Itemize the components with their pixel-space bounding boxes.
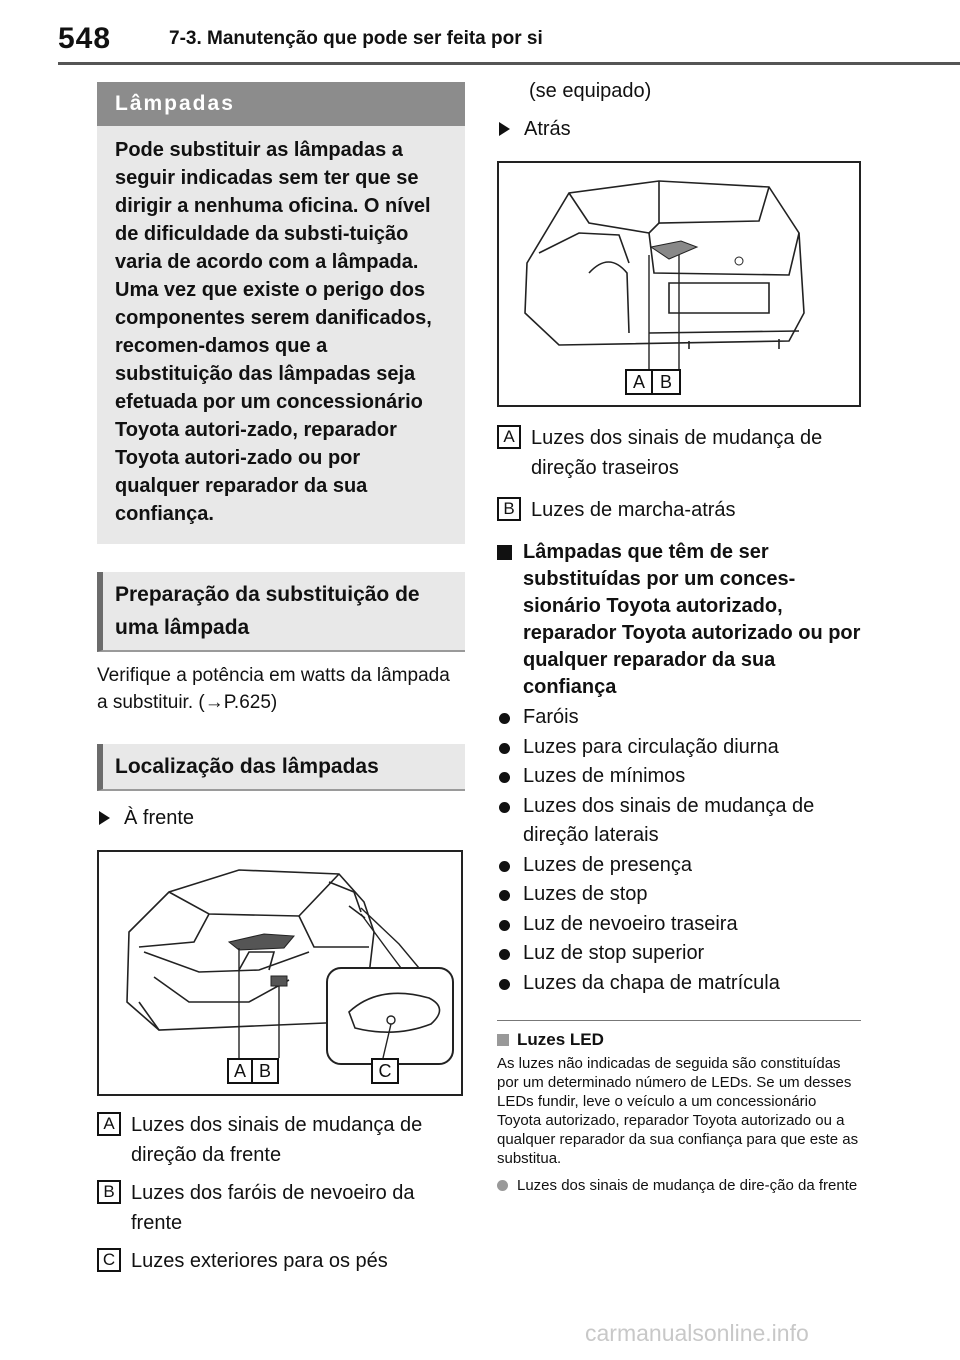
list-item-text: Faróis bbox=[523, 706, 579, 728]
rear-label: Atrás bbox=[524, 118, 571, 140]
led-heading bbox=[497, 1029, 861, 1051]
front-legend bbox=[97, 1110, 465, 1276]
list-item bbox=[497, 851, 861, 881]
legend-key: B bbox=[497, 497, 521, 521]
led-text: As luzes não indicadas de seguida são constituídas por um determinado número de LEDs. Se um desses LEDs fundir, leve o veículo a um concessionário Toyota autorizado, reparador Toyota autorizado ou a qualquer reparador da sua confiança para que este as substitua. bbox=[497, 1055, 859, 1167]
figure-label-c: C bbox=[371, 1058, 399, 1084]
bullet-dot-icon bbox=[499, 920, 510, 931]
legend-key: A bbox=[497, 425, 521, 449]
preparacao-text: Verifique a potência em watts da lâmpada a substituir. (→P.625) bbox=[97, 665, 450, 713]
bullet-dot-icon bbox=[499, 802, 510, 813]
list-item bbox=[497, 703, 861, 733]
legend-text: Luzes dos sinais de mudança de direção da frente bbox=[131, 1114, 423, 1166]
intro-box bbox=[97, 126, 465, 544]
right-column bbox=[497, 76, 861, 1195]
list-item bbox=[497, 939, 861, 969]
dealer-heading bbox=[497, 539, 861, 701]
bullet-dot-icon bbox=[499, 949, 510, 960]
triangle-bullet-icon bbox=[99, 811, 110, 825]
legend-key: A bbox=[97, 1112, 121, 1136]
list-item-text: Luzes da chapa de matrícula bbox=[523, 971, 780, 994]
list-item bbox=[497, 762, 861, 792]
front-car-figure bbox=[97, 850, 463, 1096]
section-divider bbox=[497, 1020, 861, 1021]
triangle-bullet-icon bbox=[499, 122, 510, 136]
left-column bbox=[97, 82, 465, 1276]
bullet-dot-icon bbox=[499, 861, 510, 872]
legend-text: Luzes dos sinais de mudança de direção traseiros bbox=[531, 427, 823, 479]
section-title-lampadas: Lâmpadas bbox=[97, 82, 465, 126]
legend-item bbox=[97, 1178, 465, 1238]
list-item-text: Luzes de presença bbox=[523, 853, 693, 876]
intro-text: Pode substituir as lâmpadas a seguir indicadas sem ter que se dirigir a nenhuma oficina. O nível de dificuldade da substi-tuição varia de acordo com a lâmpada. Uma vez que existe o perigo dos componentes serem danificados, recomen-damos que a substituição das lâmpadas seja efetuada por um concessionário Toyota autori-zado, reparador Toyota autori-zado ou por qualquer reparador da sua confiança. bbox=[115, 139, 432, 525]
list-item-text: Luzes para circulação diurna bbox=[523, 735, 779, 758]
rear-figure-labels bbox=[625, 369, 681, 395]
legend-item bbox=[97, 1246, 465, 1276]
dealer-list bbox=[497, 703, 861, 998]
list-item-text: Luz de nevoeiro traseira bbox=[523, 912, 738, 935]
front-car-illustration bbox=[99, 852, 461, 1094]
legend-key: C bbox=[97, 1248, 121, 1272]
list-item bbox=[497, 733, 861, 763]
bullet-dot-icon bbox=[499, 743, 510, 754]
front-label-row bbox=[97, 805, 465, 832]
section-title-localizacao: Localização das lâmpadas bbox=[97, 744, 465, 791]
legend-item bbox=[497, 495, 861, 525]
led-heading-text: Luzes LED bbox=[517, 1030, 604, 1049]
list-item-text: Luzes de stop bbox=[523, 883, 648, 905]
led-list-item bbox=[497, 1176, 861, 1195]
header-rule bbox=[58, 62, 960, 65]
bullet-dot-icon bbox=[499, 890, 510, 901]
figure-label-b: B bbox=[253, 1058, 279, 1084]
legend-text: Luzes dos faróis de nevoeiro da frente bbox=[131, 1182, 415, 1234]
legend-item bbox=[497, 423, 861, 483]
page-number: 548 bbox=[58, 22, 112, 55]
bullet-dot-icon bbox=[499, 713, 510, 724]
legend-item bbox=[97, 1110, 465, 1170]
section-title-preparacao: Preparação da substituição de uma lâmpada bbox=[97, 572, 465, 652]
list-item-text: Luzes de mínimos bbox=[523, 765, 686, 787]
list-item-text: Luzes dos sinais de mudança de direção laterais bbox=[523, 794, 815, 846]
legend-text: Luzes exteriores para os pés bbox=[131, 1250, 388, 1272]
square-bullet-icon bbox=[497, 1034, 509, 1046]
front-figure-labels bbox=[227, 1058, 279, 1084]
dealer-heading-text: Lâmpadas que têm de ser substituídas por um conces-sionário Toyota autorizado, reparador Toyota autorizado ou por qualquer reparador da sua confiança bbox=[523, 541, 861, 698]
front-label: À frente bbox=[124, 807, 195, 829]
legend-text: Luzes de marcha-atrás bbox=[531, 499, 736, 521]
figure-label-a: A bbox=[625, 369, 653, 395]
legend-key: B bbox=[97, 1180, 121, 1204]
list-item bbox=[497, 910, 861, 940]
bullet-dot-icon bbox=[499, 979, 510, 990]
bullet-dot-icon bbox=[497, 1180, 508, 1191]
figure-label-a: A bbox=[227, 1058, 253, 1084]
list-item bbox=[497, 969, 861, 999]
page-header bbox=[58, 20, 960, 66]
rear-legend bbox=[497, 423, 861, 525]
list-item bbox=[497, 880, 861, 910]
chapter-title: 7-3. Manutenção que pode ser feita por si bbox=[169, 28, 543, 49]
continuation-text: (se equipado) bbox=[529, 80, 652, 102]
rear-label-row bbox=[497, 116, 861, 143]
figure-label-b: B bbox=[653, 369, 681, 395]
bullet-dot-icon bbox=[499, 772, 510, 783]
watermark: carmanualsonline.info bbox=[585, 1320, 809, 1346]
rear-car-figure bbox=[497, 161, 861, 407]
list-item bbox=[497, 792, 861, 851]
list-item-text: Luz de stop superior bbox=[523, 942, 705, 964]
led-list-item-text: Luzes dos sinais de mudança de dire-ção da frente bbox=[517, 1177, 858, 1194]
square-bullet-icon bbox=[497, 545, 512, 560]
